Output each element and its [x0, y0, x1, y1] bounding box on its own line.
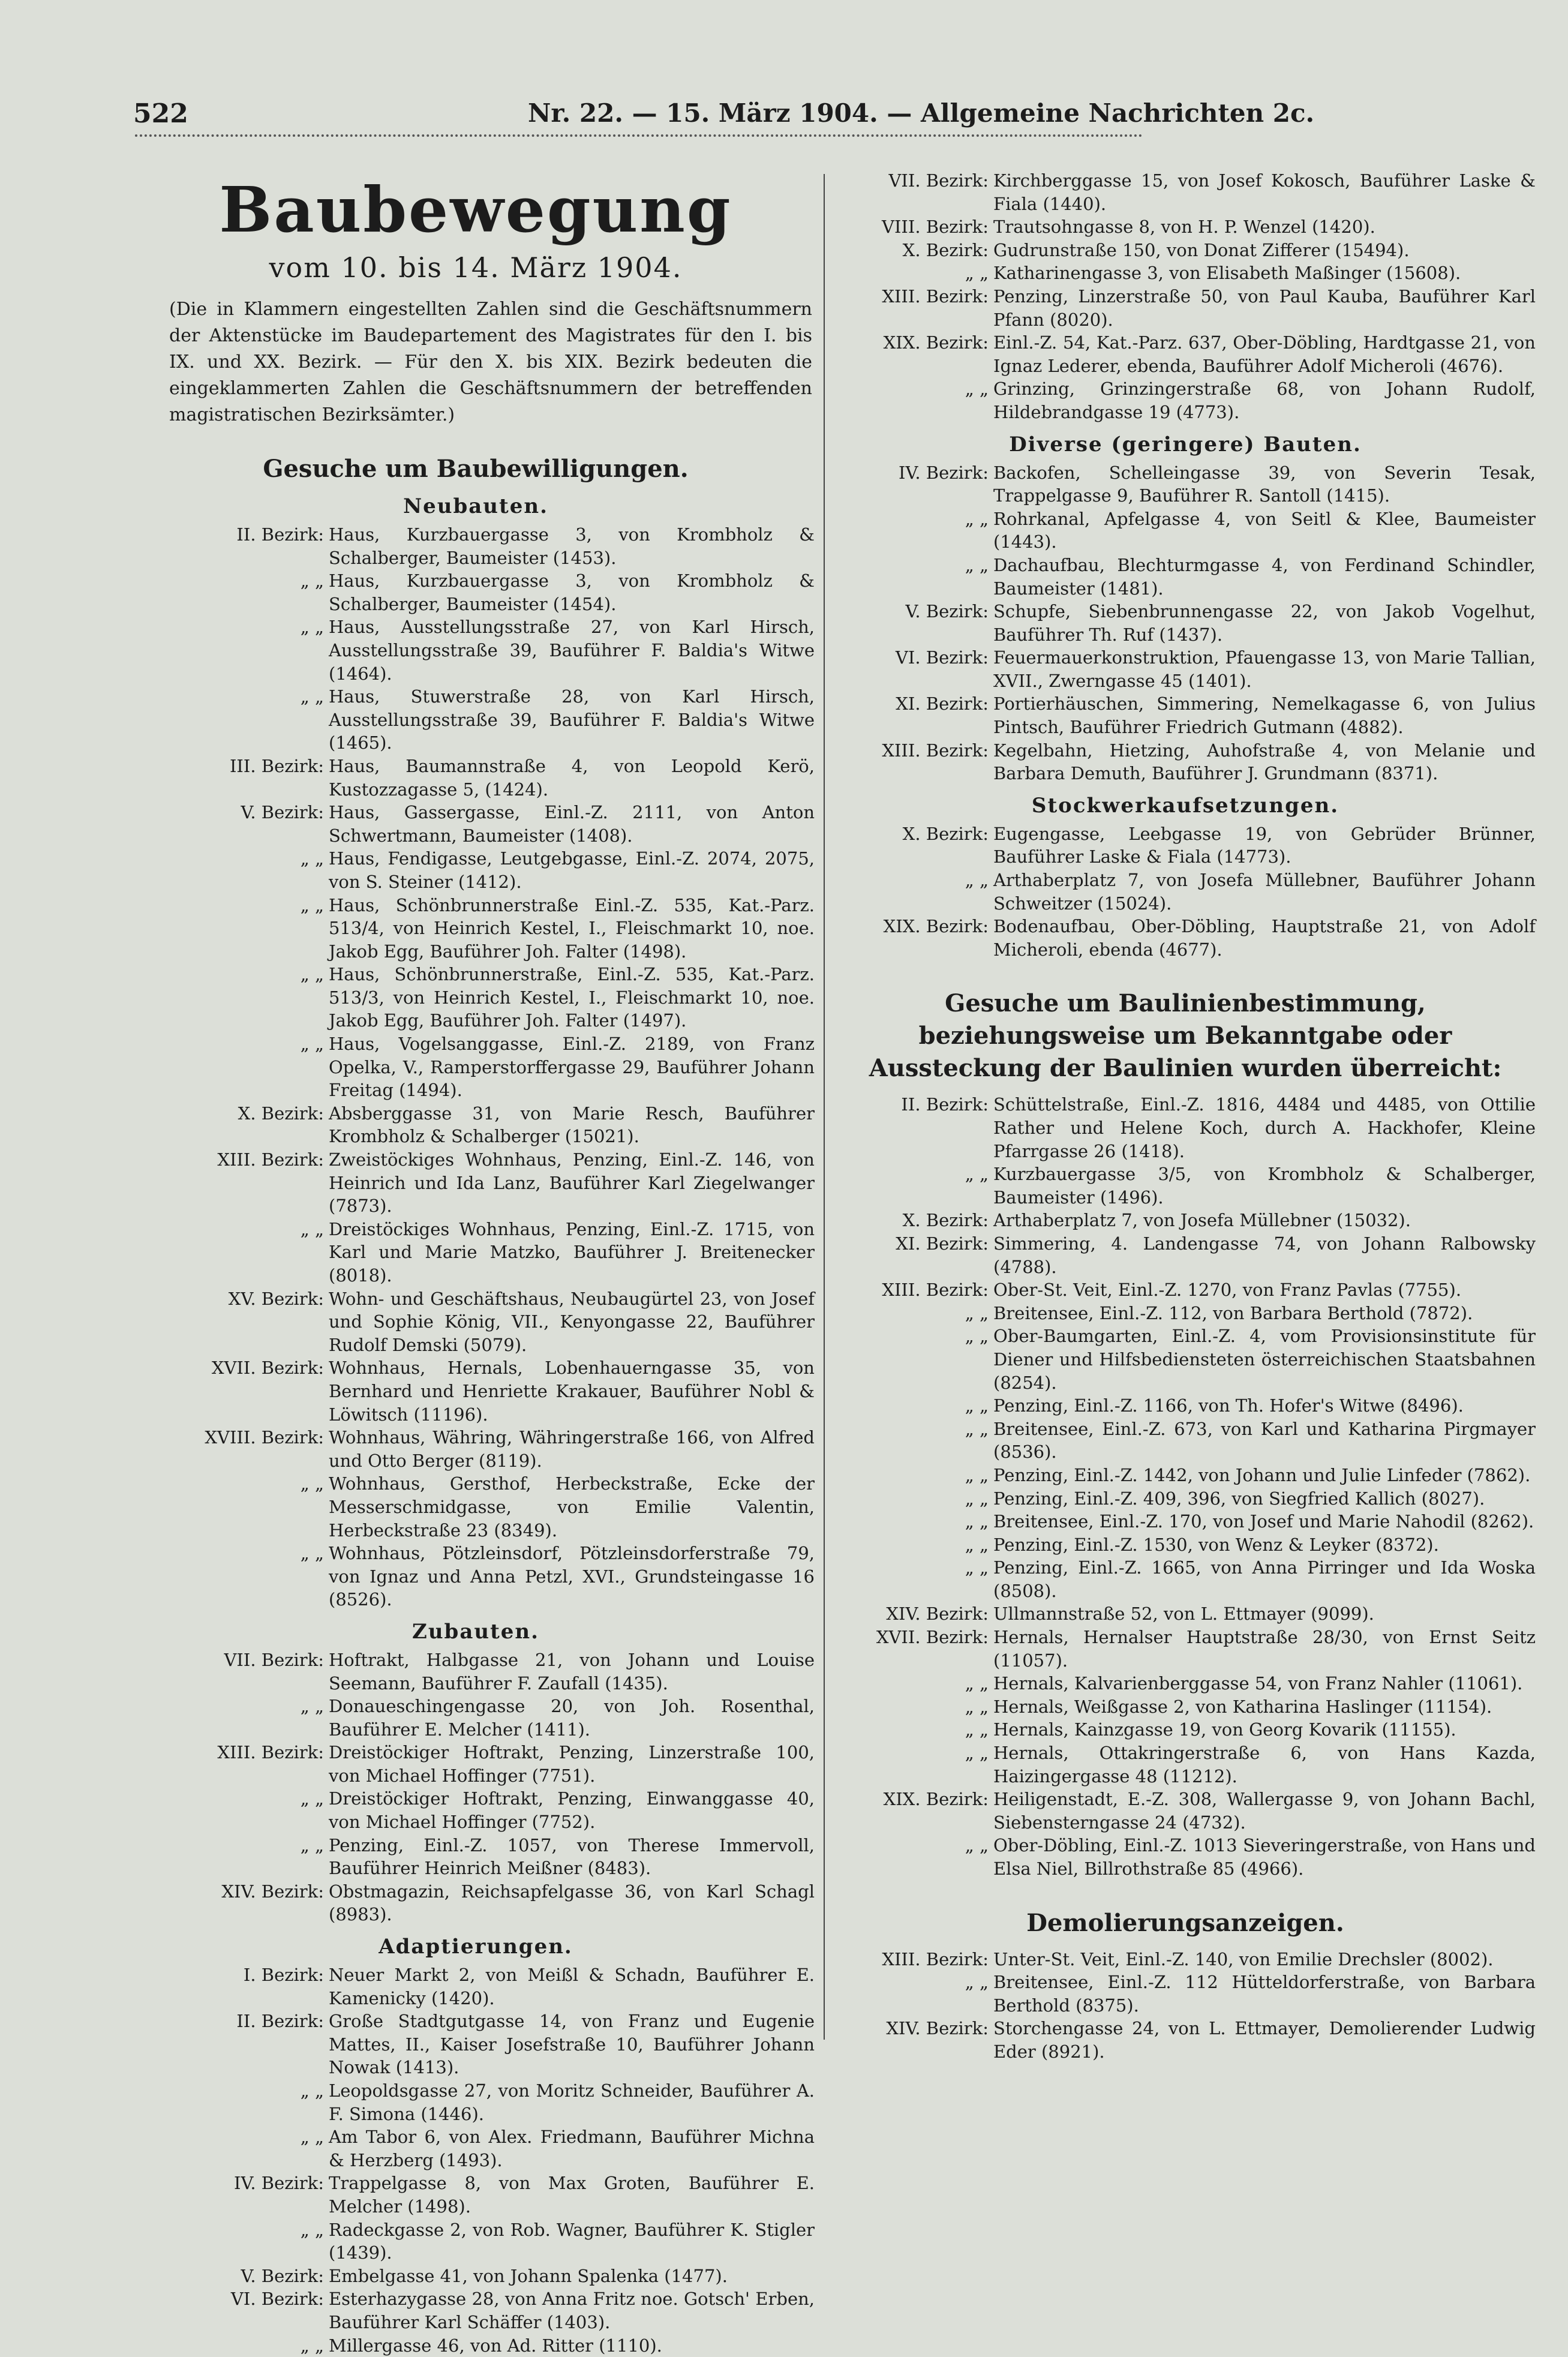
entry-text: Ober-Döbling, Einl.-Z. 1013 Sieveringerstraße, von Hans und Elsa Niel, Billrothstraße 85 (4966).: [993, 1835, 1536, 1879]
list-item: [133, 2287, 818, 2334]
district-label: III. Bezirk:: [229, 755, 324, 776]
entry-text: Wohnhaus, Währing, Währingerstraße 166, von Alfred und Otto Berger (8119).: [329, 1427, 815, 1471]
list-item: [133, 1426, 818, 1472]
entry-text: Penzing, Einl.-Z. 1057, von Therese Immervoll, Bauführer Heinrich Meißner (8483).: [329, 1834, 815, 1879]
list-item: [831, 1394, 1539, 1418]
list-item: [831, 869, 1539, 915]
district-label: „ „: [300, 2127, 324, 2148]
entry-text: Ober-Baumgarten, Einl.-Z. 4, vom Provisionsinstitute für Diener und Hilfsbediensteten österreichischen Staatsbahnen (8254).: [993, 1326, 1536, 1393]
entry-text: Grinzing, Grinzingerstraße 68, von Johann Rudolf, Hildebrandgasse 19 (4773).: [993, 379, 1536, 422]
list-item: [133, 2125, 818, 2172]
district-label: „ „: [965, 1972, 989, 1993]
list-item: [133, 894, 818, 963]
entry-text: Breitensee, Einl.-Z. 673, von Karl und Katharina Pirgmayer (8536).: [993, 1418, 1536, 1463]
district-label: „ „: [300, 1218, 324, 1239]
list-item: [831, 1418, 1539, 1464]
entry-text: Einl.-Z. 54, Kat.-Parz. 637, Ober-Döbling, Hardtgasse 21, von Ignaz Lederer, ebenda, Bauführer Adolf Micheroli (4676).: [993, 332, 1536, 376]
entry-text: Breitensee, Einl.-Z. 112, von Barbara Berthold (7872).: [993, 1302, 1473, 1323]
district-label: „ „: [965, 1743, 989, 1764]
entry-text: Katharinengasse 3, von Elisabeth Maßinger (15608).: [993, 263, 1461, 284]
district-label: XI. Bezirk:: [896, 1233, 989, 1254]
entry-text: Hernals, Weißgasse 2, von Katharina Haslinger (11154).: [993, 1696, 1492, 1717]
district-label: „ „: [965, 1719, 989, 1740]
entry-text: Wohnhaus, Gersthof, Herbeckstraße, Ecke der Messerschmidgasse, von Emilie Valentin, Herbeckstraße 23 (8349).: [329, 1473, 815, 1541]
list-item: [831, 1602, 1539, 1626]
list-item: [831, 1302, 1539, 1325]
entry-list: [831, 822, 1539, 962]
list-item: [831, 1533, 1539, 1557]
entry-text: Schüttelstraße, Einl.-Z. 1816, 4484 und 4485, von Ottilie Rather und Helene Koch, durch A. Hackhofer, Kleine Pfarrgasse 26 (1418).: [993, 1094, 1536, 1161]
district-label: XIII. Bezirk:: [882, 286, 989, 307]
list-item: [831, 1487, 1539, 1511]
list-item: [831, 822, 1539, 869]
list-item: [831, 1742, 1539, 1788]
district-label: V. Bezirk:: [905, 601, 989, 622]
entry-text: Embelgasse 41, von Johann Spalenka (1477).: [329, 2265, 728, 2286]
entry-text: Heiligenstadt, E.-Z. 308, Wallergasse 9, von Johann Bachl, Siebensterngasse 24 (4732).: [993, 1789, 1536, 1833]
district-label: „ „: [965, 1326, 989, 1347]
list-item: [831, 1209, 1539, 1232]
district-label: „ „: [965, 379, 989, 400]
entry-text: Dachaufbau, Blechturmgasse 4, von Ferdinand Schindler, Baumeister (1481).: [993, 554, 1536, 599]
district-label: II. Bezirk:: [236, 524, 324, 545]
list-item: [133, 1787, 818, 1833]
district-label: XV. Bezirk:: [228, 1288, 324, 1309]
entry-list: [831, 1093, 1539, 1880]
district-label: XVIII. Bezirk:: [205, 1427, 324, 1448]
entry-text: Kurzbauergasse 3/5, von Krombholz & Schalberger, Baumeister (1496).: [993, 1164, 1536, 1208]
district-label: „ „: [300, 848, 324, 869]
subsection-title: Neubauten.: [403, 494, 548, 518]
district-label: V. Bezirk:: [241, 2265, 324, 2286]
entry-text: Arthaberplatz 7, von Josefa Müllebner, Bauführer Johann Schweitzer (15024).: [993, 870, 1536, 914]
entry-text: Storchengasse 24, von L. Ettmayer, Demolierender Ludwig Eder (8921).: [993, 2018, 1536, 2062]
district-label: XIX. Bezirk:: [883, 1789, 989, 1810]
entry-text: Kirchberggasse 15, von Josef Kokosch, Bauführer Laske & Fiala (1440).: [993, 170, 1536, 214]
district-label: XIV. Bezirk:: [886, 2018, 989, 2039]
list-item: [133, 2334, 818, 2357]
list-item: [831, 1626, 1539, 1672]
entry-text: Haus, Stuwerstraße 28, von Karl Hirsch, Ausstellungsstraße 39, Bauführer F. Baldia's Witwe (1465).: [329, 686, 815, 753]
entry-text: Breitensee, Einl.-Z. 170, von Josef und Marie Nahodil (8262).: [993, 1511, 1534, 1532]
entry-text: Wohnhaus, Hernals, Lobenhauerngasse 35, von Bernhard und Henriette Krakauer, Bauführer Nobl & Löwitsch (11196).: [329, 1358, 815, 1425]
entry-text: Donaueschingengasse 20, von Joh. Rosenthal, Bauführer E. Melcher (1411).: [329, 1696, 815, 1740]
district-label: „ „: [300, 2335, 324, 2356]
entry-text: Wohn- und Geschäftshaus, Neubaugürtel 23, von Josef und Sophie König, VII., Kenyongasse 22, Bauführer Rudolf Demski (5079).: [329, 1288, 815, 1355]
district-label: VI. Bezirk:: [895, 647, 989, 668]
entry-text: Unter-St. Veit, Einl.-Z. 140, von Emilie Drechsler (8002).: [993, 1948, 1494, 1969]
entry-text: Haus, Gassergasse, Einl.-Z. 2111, von Anton Schwertmann, Baumeister (1408).: [329, 802, 815, 846]
district-label: „ „: [965, 1534, 989, 1555]
list-item: [831, 1232, 1539, 1278]
entry-text: Haus, Ausstellungsstraße 27, von Karl Hirsch, Ausstellungsstraße 39, Bauführer F. Baldia's Witwe (1464).: [329, 617, 815, 684]
entry-text: Hernals, Hernalser Hauptstraße 28/30, von Ernst Seitz (11057).: [993, 1627, 1536, 1671]
district-label: „ „: [965, 263, 989, 284]
list-item: [133, 1287, 818, 1357]
district-label: „ „: [965, 1418, 989, 1439]
district-label: XIII. Bezirk:: [882, 1948, 989, 1969]
subsection-title: Zubauten.: [412, 1619, 539, 1644]
entry-text: Penzing, Einl.-Z. 409, 396, von Siegfried Kallich (8027).: [993, 1488, 1485, 1509]
entry-text: Penzing, Einl.-Z. 1166, von Th. Hofer's Witwe (8496).: [993, 1395, 1464, 1416]
list-item: [133, 1102, 818, 1148]
entry-text: Hoftrakt, Halbgasse 21, von Johann und Louise Seemann, Bauführer F. Zaufall (1435).: [329, 1649, 815, 1694]
district-label: „ „: [965, 1395, 989, 1416]
list-item: [831, 1464, 1539, 1487]
entry-text: Dreistöckiger Hoftrakt, Penzing, Linzerstraße 100, von Michael Hoffinger (7751).: [329, 1742, 815, 1786]
list-item: [133, 801, 818, 847]
district-label: „ „: [300, 1696, 324, 1717]
entry-text: Leopoldsgasse 27, von Moritz Schneider, Bauführer A. F. Simona (1446).: [329, 2080, 815, 2124]
district-label: XIV. Bezirk:: [886, 1604, 989, 1625]
list-item: [831, 2017, 1539, 2063]
entry-text: Trappelgasse 8, von Max Groten, Bauführer E. Melcher (1498).: [329, 2173, 815, 2217]
list-item: [133, 1880, 818, 1926]
list-item: [831, 461, 1539, 508]
entry-text: Haus, Baumannstraße 4, von Leopold Kerö, Kustozzagasse 5, (1424).: [329, 755, 815, 800]
district-label: „ „: [965, 1511, 989, 1532]
list-item: [133, 755, 818, 801]
list-item: [133, 2079, 818, 2125]
entry-text: Schupfe, Siebenbrunnengasse 22, von Jakob Vogelhut, Bauführer Th. Ruf (1437).: [993, 601, 1536, 645]
entry-text: Hernals, Ottakringerstraße 6, von Hans Kazda, Haizingergasse 48 (11212).: [993, 1743, 1536, 1786]
list-item: [133, 685, 818, 755]
district-label: II. Bezirk:: [236, 2011, 324, 2032]
list-item: [831, 1948, 1539, 1971]
entry-text: Dreistöckiger Hoftrakt, Penzing, Einwanggasse 40, von Michael Hoffinger (7752).: [329, 1788, 815, 1833]
district-label: „ „: [300, 686, 324, 707]
entry-text: Haus, Fendigasse, Leutgebgasse, Einl.-Z. 2074, 2075, von S. Steiner (1412).: [329, 848, 815, 892]
district-label: V. Bezirk:: [241, 802, 324, 823]
list-item: [831, 1971, 1539, 2017]
list-item: [831, 600, 1539, 646]
entry-text: Haus, Kurzbauergasse 3, von Krombholz & Schalberger, Baumeister (1453).: [329, 524, 815, 568]
subsection-title: Stockwerkaufsetzungen.: [1031, 793, 1339, 818]
district-label: IV. Bezirk:: [234, 2173, 324, 2194]
district-label: „ „: [965, 1557, 989, 1578]
article-title: Baubewegung: [219, 173, 732, 247]
district-label: XIII. Bezirk:: [217, 1742, 324, 1763]
header-rule: [135, 134, 1143, 137]
list-item: [831, 169, 1539, 215]
district-label: XIX. Bezirk:: [883, 916, 989, 937]
district-label: X. Bezirk:: [902, 823, 989, 844]
district-label: „ „: [965, 1464, 989, 1485]
district-label: „ „: [965, 1696, 989, 1717]
entry-list: [831, 461, 1539, 785]
district-label: „ „: [965, 1164, 989, 1185]
district-label: VI. Bezirk:: [230, 2289, 324, 2310]
list-item: [831, 1695, 1539, 1719]
subsection-title: Adaptierungen.: [379, 1935, 573, 1959]
district-label: XVII. Bezirk:: [211, 1358, 324, 1379]
district-label: „ „: [300, 964, 324, 985]
entry-text: Portierhäuschen, Simmering, Nemelkagasse 6, von Julius Pintsch, Bauführer Friedrich Gutmann (4882).: [993, 693, 1536, 738]
district-label: „ „: [300, 571, 324, 591]
list-item: [133, 963, 818, 1032]
list-item: [133, 1356, 818, 1426]
list-item: [133, 2218, 818, 2265]
entry-text: Radeckgasse 2, von Rob. Wagner, Bauführer K. Stigler (1439).: [329, 2219, 815, 2263]
entry-text: Penzing, Einl.-Z. 1665, von Anna Pirringer und Ida Woska (8508).: [993, 1557, 1536, 1601]
entry-text: Obstmagazin, Reichsapfelgasse 36, von Karl Schagl (8983).: [329, 1881, 815, 1925]
list-item: [133, 1695, 818, 1741]
district-label: „ „: [300, 1543, 324, 1564]
list-item: [831, 1510, 1539, 1533]
list-item: [831, 739, 1539, 785]
list-item: [831, 331, 1539, 377]
list-item: [133, 1741, 818, 1787]
list-item: [133, 1148, 818, 1218]
district-label: X. Bezirk:: [902, 239, 989, 260]
list-item: [831, 1788, 1539, 1834]
district-label: I. Bezirk:: [243, 1965, 324, 1986]
entry-text: Trautsohngasse 8, von H. P. Wenzel (1420).: [993, 217, 1375, 238]
entry-text: Hernals, Kalvarienberggasse 54, von Franz Nahler (11061).: [993, 1673, 1523, 1694]
district-label: „ „: [300, 1788, 324, 1809]
entry-text: Zweistöckiges Wohnhaus, Penzing, Einl.-Z. 146, von Heinrich und Ida Lanz, Bauführer Karl Ziegelwanger (7873).: [329, 1149, 815, 1217]
list-item: [831, 646, 1539, 692]
entry-text: Esterhazygasse 28, von Anna Fritz noe. Gotsch' Erben, Bauführer Karl Schäffer (1403).: [329, 2289, 815, 2332]
district-label: „ „: [965, 870, 989, 891]
list-item: [831, 1093, 1539, 1163]
list-item: [831, 554, 1539, 600]
list-item: [133, 847, 818, 893]
entry-list: [831, 169, 1539, 424]
list-item: [831, 1278, 1539, 1302]
demolierung-title: Demolierungsanzeigen.: [1026, 1908, 1344, 1937]
entry-list: [831, 1948, 1539, 2064]
district-label: „ „: [965, 1488, 989, 1509]
entry-text: Backofen, Schelleingasse 39, von Severin Tesak, Trappelgasse 9, Bauführer R. Santoll (1415).: [993, 462, 1536, 506]
list-item: [133, 2010, 818, 2079]
list-item: [133, 2265, 818, 2288]
entry-text: Am Tabor 6, von Alex. Friedmann, Bauführer Michna & Herzberg (1493).: [329, 2127, 815, 2170]
entry-text: Ullmannstraße 52, von L. Ettmayer (9099).: [993, 1604, 1374, 1625]
district-label: „ „: [965, 554, 989, 575]
district-label: XIX. Bezirk:: [883, 332, 989, 353]
list-item: [133, 1963, 818, 2010]
district-label: „ „: [300, 617, 324, 638]
list-item: [133, 1218, 818, 1287]
list-item: [831, 1556, 1539, 1602]
entry-text: Arthaberplatz 7, von Josefa Müllebner (15032).: [993, 1210, 1411, 1231]
district-label: XVII. Bezirk:: [876, 1627, 989, 1648]
entry-text: Rohrkanal, Apfelgasse 4, von Seitl & Klee, Baumeister (1443).: [993, 508, 1536, 553]
entry-text: Simmering, 4. Landengasse 74, von Johann Ralbowsky (4788).: [993, 1233, 1536, 1277]
district-label: „ „: [300, 1834, 324, 1855]
entry-text: Hernals, Kainzgasse 19, von Georg Kovarik (11155).: [993, 1719, 1456, 1740]
entry-text: Große Stadtgutgasse 14, von Franz und Eugenie Mattes, II., Kaiser Josefstraße 10, Bauführer Johann Nowak (1413).: [329, 2011, 815, 2078]
district-label: XIV. Bezirk:: [221, 1881, 324, 1902]
left-column: [133, 169, 818, 2357]
right-column: [831, 169, 1539, 2064]
list-item: [133, 1649, 818, 1695]
section-title: Gesuche um Baubewilligungen.: [263, 455, 689, 483]
list-item: [133, 1032, 818, 1102]
list-item: [133, 1472, 818, 1542]
entry-text: Penzing, Einl.-Z. 1442, von Johann und Julie Linfeder (7862).: [993, 1464, 1531, 1485]
entry-text: Kegelbahn, Hietzing, Auhofstraße 4, von Melanie und Barbara Demuth, Bauführer J. Grundmann (8371).: [993, 740, 1536, 784]
list-item: [831, 1163, 1539, 1209]
district-label: XIII. Bezirk:: [217, 1149, 324, 1170]
list-item: [133, 523, 818, 569]
district-label: „ „: [300, 1034, 324, 1055]
list-item: [831, 215, 1539, 239]
baulinien-title: Gesuche um Baulinienbestimmung, beziehungsweise um Bekanntgabe oder Aussteckung der Baulinien wurden überreicht:: [869, 989, 1502, 1083]
list-item: [831, 285, 1539, 331]
entry-list: [133, 1649, 818, 1926]
district-label: „ „: [965, 1835, 989, 1856]
list-item: [831, 508, 1539, 554]
list-item: [133, 569, 818, 615]
district-label: XI. Bezirk:: [896, 693, 989, 714]
entry-text: Eugengasse, Leebgasse 19, von Gebrüder Brünner, Bauführer Laske & Fiala (14773).: [993, 823, 1536, 867]
entry-text: Bodenaufbau, Ober-Döbling, Hauptstraße 21, von Adolf Micheroli, ebenda (4677).: [993, 916, 1536, 960]
entry-text: Haus, Vogelsanggasse, Einl.-Z. 2189, von Franz Opelka, V., Ramperstorffergasse 29, Bauführer Johann Freitag (1494).: [329, 1034, 815, 1101]
district-label: VII. Bezirk:: [224, 1649, 324, 1670]
district-label: XIII. Bezirk:: [882, 1280, 989, 1301]
district-label: „ „: [965, 508, 989, 529]
list-item: [133, 615, 818, 685]
district-label: XIII. Bezirk:: [882, 740, 989, 761]
entry-list: [133, 1963, 818, 2357]
list-item: [133, 1834, 818, 1880]
entry-text: Millergasse 46, von Ad. Ritter (1110).: [329, 2335, 662, 2356]
entry-text: Absberggasse 31, von Marie Resch, Bauführer Krombholz & Schalberger (15021).: [329, 1103, 815, 1147]
district-label: VII. Bezirk:: [888, 170, 989, 191]
running-header: Nr. 22. — 15. März 1904. — Allgemeine Nachrichten 2c.: [528, 98, 1315, 128]
entry-text: Dreistöckiges Wohnhaus, Penzing, Einl.-Z. 1715, von Karl und Marie Matzko, Bauführer J. Breitenecker (8018).: [329, 1218, 815, 1286]
entry-text: Gudrunstraße 150, von Donat Zifferer (15494).: [993, 239, 1410, 260]
entry-text: Penzing, Linzerstraße 50, von Paul Kauba, Bauführer Karl Pfann (8020).: [993, 286, 1536, 330]
list-item: [831, 239, 1539, 262]
list-item: [831, 1325, 1539, 1394]
list-item: [831, 1718, 1539, 1742]
list-item: [831, 1834, 1539, 1880]
list-item: [133, 1542, 818, 1611]
column-divider: [824, 174, 825, 2040]
district-label: VIII. Bezirk:: [882, 217, 989, 238]
district-label: X. Bezirk:: [238, 1103, 324, 1124]
district-label: „ „: [965, 1673, 989, 1694]
list-item: [133, 2172, 818, 2218]
district-label: IV. Bezirk:: [899, 462, 989, 483]
entry-text: Penzing, Einl.-Z. 1530, von Wenz & Leyker (8372).: [993, 1534, 1439, 1555]
district-label: X. Bezirk:: [902, 1210, 989, 1231]
list-item: [831, 377, 1539, 424]
entry-text: Breitensee, Einl.-Z. 112 Hütteldorferstraße, von Barbara Berthold (8375).: [993, 1972, 1536, 2016]
page-number: 522: [133, 98, 188, 129]
entry-list: [133, 523, 818, 1611]
district-label: „ „: [300, 2219, 324, 2240]
subsection-title: Diverse (geringere) Bauten.: [1009, 432, 1362, 457]
district-label: „ „: [300, 894, 324, 915]
entry-text: Wohnhaus, Pötzleinsdorf, Pötzleinsdorferstraße 79, von Ignaz und Anna Petzl, XVI., Grundsteingasse 16 (8526).: [329, 1543, 815, 1610]
district-label: „ „: [965, 1302, 989, 1323]
entry-text: Ober-St. Veit, Einl.-Z. 1270, von Franz Pavlas (7755).: [993, 1280, 1462, 1301]
district-label: II. Bezirk:: [901, 1094, 989, 1115]
list-item: [831, 1672, 1539, 1695]
entry-text: Haus, Schönbrunnerstraße Einl.-Z. 535, Kat.-Parz. 513/4, von Heinrich Kestel, I., Fleischmarkt 10, noe. Jakob Egg, Bauführer Joh. Falter (1498).: [329, 894, 815, 962]
entry-text: Feuermauerkonstruktion, Pfauengasse 13, von Marie Tallian, XVII., Zwerngasse 45 (1401).: [993, 647, 1536, 691]
district-label: „ „: [300, 1473, 324, 1494]
entry-text: Haus, Kurzbauergasse 3, von Krombholz & Schalberger, Baumeister (1454).: [329, 571, 815, 614]
article-note: (Die in Klammern eingestellten Zahlen sind die Geschäftsnummern der Aktenstücke im Baudepartement des Magistrates für den I. bis IX. und XX. Bezirk. — Für den X. bis XIX. Bezirk bedeuten die eingeklammerten Zahlen die Geschäftsnummern der betreffenden magistratischen Bezirksämter.): [169, 299, 812, 425]
entry-text: Neuer Markt 2, von Meißl & Schadn, Bauführer E. Kamenicky (1420).: [329, 1965, 815, 2008]
entry-text: Haus, Schönbrunnerstraße, Einl.-Z. 535, Kat.-Parz. 513/3, von Heinrich Kestel, I., Fleischmarkt 10, noe. Jakob Egg, Bauführer Joh. Falter (1497).: [329, 964, 815, 1031]
list-item: [831, 262, 1539, 285]
district-label: „ „: [300, 2080, 324, 2101]
list-item: [831, 692, 1539, 738]
article-date: vom 10. bis 14. März 1904.: [269, 251, 683, 284]
list-item: [831, 915, 1539, 961]
